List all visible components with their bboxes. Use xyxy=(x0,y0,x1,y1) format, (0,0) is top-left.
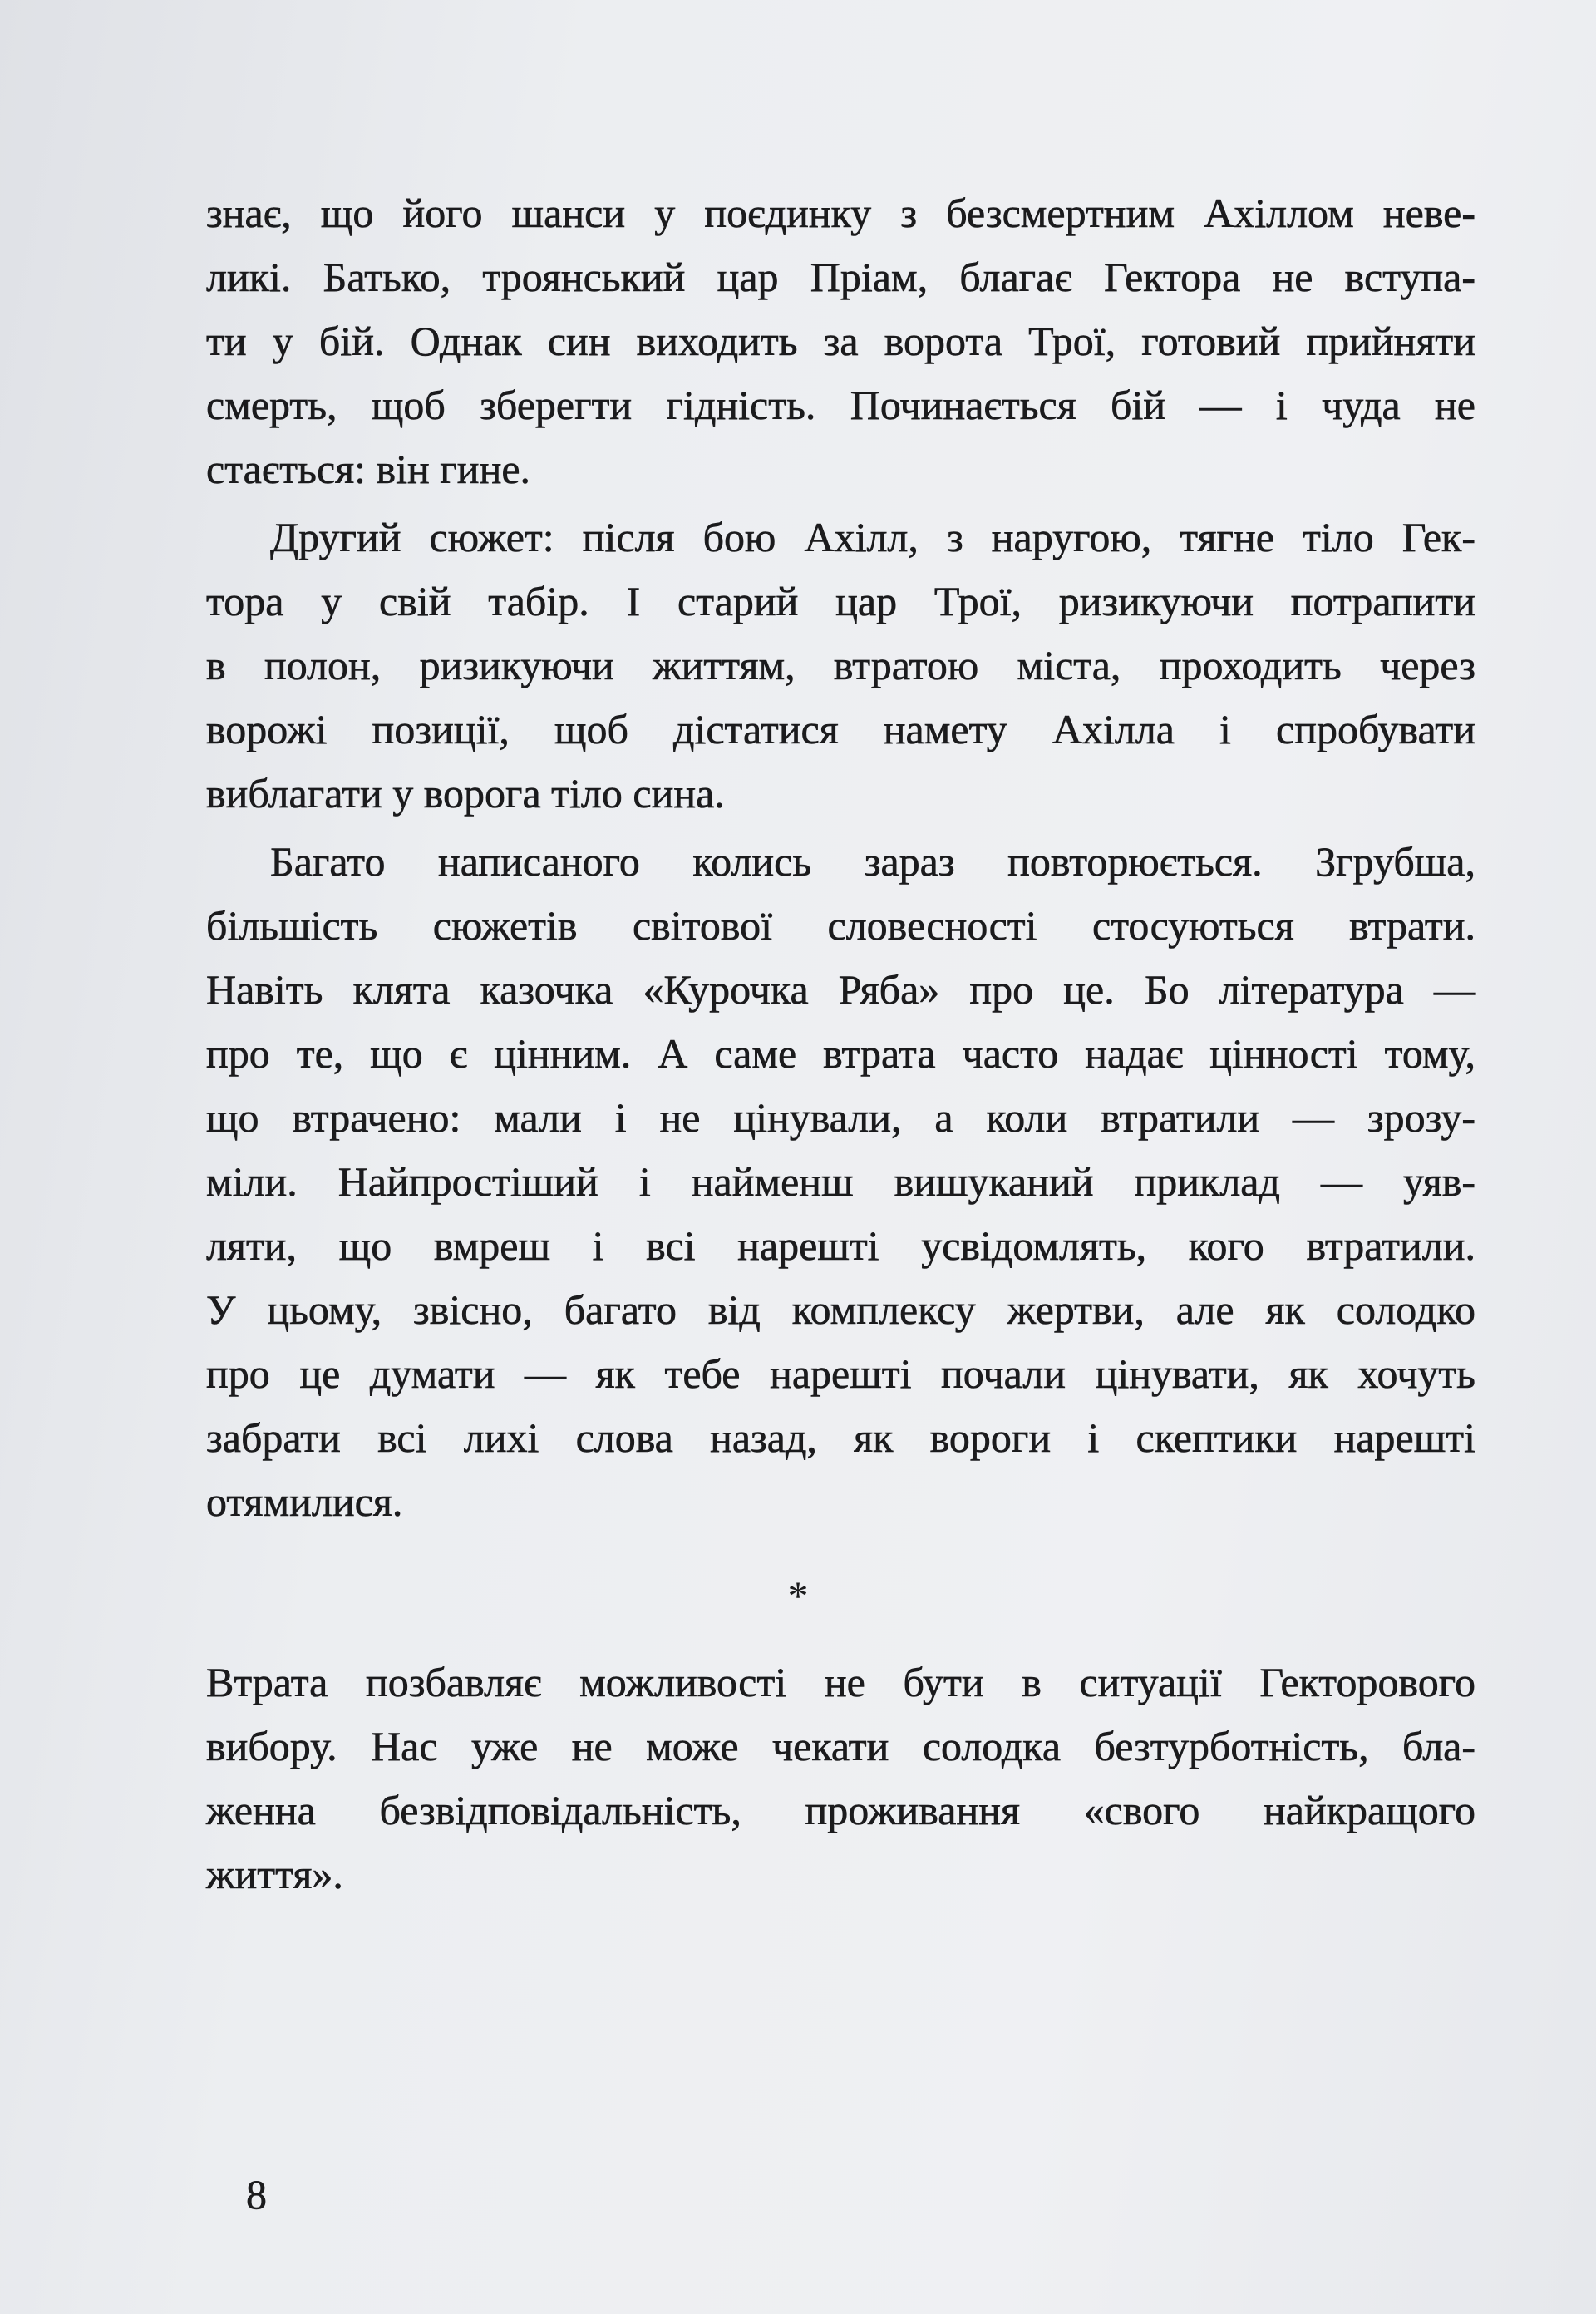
text-line: Втрата позбавляє можливості не бути в ситуації Гекторового xyxy=(206,1659,1475,1705)
text-line: Багато написаного колись зараз повторюється. Згрубша, xyxy=(270,838,1475,885)
section-separator: * xyxy=(787,1572,809,1619)
text-line: в полон, ризикуючи життям, втратою міста, проходить через xyxy=(206,642,1475,688)
text-line: міли. Найпростіший і найменш вишуканий приклад — уяв- xyxy=(206,1158,1475,1205)
text-line: ликі. Батько, троянський цар Пріам, благає Гектора не вступа- xyxy=(206,254,1475,300)
text-line: Другий сюжет: після бою Ахілл, з наругою, тягне тіло Гек- xyxy=(270,514,1475,560)
text-line: вибору. Нас уже не може чекати солодка безтурботність, бла- xyxy=(206,1723,1475,1769)
text-line: У цьому, звісно, багато від комплексу жертви, але як солодко xyxy=(206,1286,1475,1333)
paragraph-3 xyxy=(206,830,1475,1534)
paragraph-1 xyxy=(206,181,1475,501)
text-line: життя». xyxy=(206,1851,343,1897)
text-line: ворожі позиції, щоб дістатися намету Ахілла і спробувати xyxy=(206,706,1475,752)
text-line: забрати всі лихі слова назад, як вороги і скептики нарешті xyxy=(206,1414,1475,1461)
text-line: тора у свій табір. І старий цар Трої, ризикуючи потрапити xyxy=(206,578,1475,624)
text-line: виблагати у ворога тіло сина. xyxy=(206,770,725,817)
text-line: про це думати — як тебе нарешті почали цінувати, як хочуть xyxy=(206,1350,1475,1397)
text-line: женна безвідповідальність, проживання «свого найкращого xyxy=(206,1787,1475,1833)
page-number: 8 xyxy=(246,2171,267,2218)
text-line: знає, що його шанси у поєдинку з безсмертним Ахіллом неве- xyxy=(206,190,1475,236)
paragraph-2 xyxy=(206,506,1475,826)
text-line: ляти, що вмреш і всі нарешті усвідомлять, кого втратили. xyxy=(206,1222,1475,1269)
text-line: ти у бій. Однак син виходить за ворота Трої, готовий прийняти xyxy=(206,318,1475,364)
text-line: отямилися. xyxy=(206,1478,403,1525)
paragraph-4 xyxy=(206,1650,1475,1907)
text-line: більшість сюжетів світової словесності стосуються втрати. xyxy=(206,902,1475,949)
text-line: смерть, щоб зберегти гідність. Починається бій — і чуда не xyxy=(206,382,1475,428)
text-line: стається: він гине. xyxy=(206,446,531,492)
text-line: Навіть клята казочка «Курочка Ряба» про це. Бо література — xyxy=(206,966,1475,1013)
text-line: що втрачено: мали і не цінували, а коли втратили — зрозу- xyxy=(206,1094,1475,1141)
text-line: про те, що є цінним. А саме втрата часто надає цінності тому, xyxy=(206,1030,1475,1077)
